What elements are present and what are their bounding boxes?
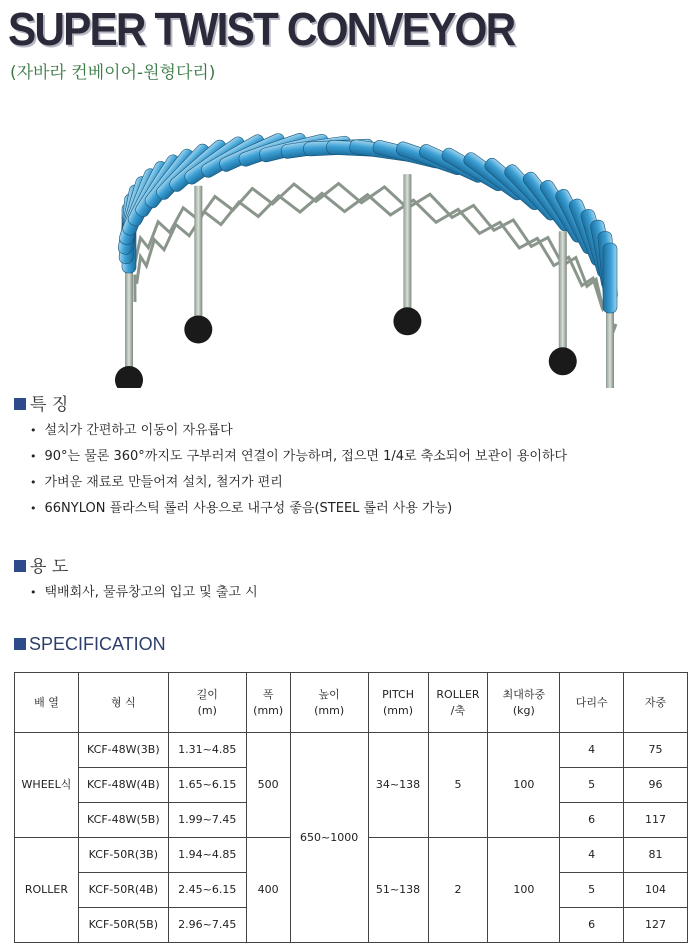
feature-item: • 설치가 간편하고 이동이 자유롭다: [30, 418, 567, 444]
spec-weight-cell: 104: [624, 873, 688, 908]
usage-heading: 용 도: [14, 552, 68, 577]
spec-weight-cell: 75: [624, 733, 688, 768]
spec-column-header: 형 식: [78, 673, 168, 733]
spec-legs-cell: 6: [560, 908, 624, 943]
spec-length-cell: 1.94~4.85: [168, 838, 246, 873]
spec-legs-cell: 4: [560, 838, 624, 873]
spec-length-cell: 2.45~6.15: [168, 873, 246, 908]
spec-table: [14, 672, 688, 943]
spec-column-header: 배 열: [15, 673, 79, 733]
spec-pitch-cell: 34~138: [368, 733, 428, 838]
table-row: [15, 733, 688, 768]
square-bullet-icon: [14, 560, 26, 572]
feature-item: • 66NYLON 플라스틱 롤러 사용으로 내구성 좋음(STEEL 롤러 사용 가능): [30, 496, 567, 522]
square-bullet-icon: [14, 638, 26, 650]
spec-type-cell: ROLLER: [15, 838, 79, 943]
spec-weight-cell: 96: [624, 768, 688, 803]
spec-width-cell: 500: [246, 733, 290, 838]
spec-model-cell: KCF-48W(5B): [78, 803, 168, 838]
spec-column-header: ROLLER /축: [428, 673, 488, 733]
square-bullet-icon: [14, 398, 26, 410]
usage-list: [30, 580, 258, 606]
spec-heading: SPECIFICATION: [14, 634, 166, 655]
spec-column-header: 다리수: [560, 673, 624, 733]
usage-item: • 택배회사, 물류창고의 입고 및 출고 시: [30, 580, 258, 606]
spec-model-cell: KCF-50R(3B): [78, 838, 168, 873]
feature-item: • 가벼운 재료로 만들어져 설치, 철거가 편리: [30, 470, 567, 496]
spec-roller-cell: 2: [428, 838, 488, 943]
spec-legs-cell: 5: [560, 873, 624, 908]
spec-model-cell: KCF-48W(4B): [78, 768, 168, 803]
spec-legs-cell: 4: [560, 733, 624, 768]
features-list: [30, 418, 567, 522]
features-heading: 특 징: [14, 390, 68, 415]
spec-legs-cell: 5: [560, 768, 624, 803]
spec-roller-cell: 5: [428, 733, 488, 838]
spec-column-header: 자중: [624, 673, 688, 733]
feature-item: • 90°는 물론 360°까지도 구부러져 연결이 가능하며, 접으면 1/4로 축소되어 보관이 용이하다: [30, 444, 567, 470]
spec-height-cell: 650~1000: [290, 733, 368, 943]
spec-length-cell: 1.99~7.45: [168, 803, 246, 838]
spec-load-cell: 100: [488, 733, 560, 838]
spec-length-cell: 1.65~6.15: [168, 768, 246, 803]
spec-model-cell: KCF-50R(4B): [78, 873, 168, 908]
conveyor-photo: [10, 88, 690, 388]
spec-type-cell: WHEEL식: [15, 733, 79, 838]
spec-column-header: 최대하중 (kg): [488, 673, 560, 733]
spec-model-cell: KCF-48W(3B): [78, 733, 168, 768]
page-subtitle: (자바라 컨베이어-원형다리): [10, 63, 216, 83]
spec-column-header: PITCH (mm): [368, 673, 428, 733]
spec-weight-cell: 127: [624, 908, 688, 943]
spec-column-header: 길이 (m): [168, 673, 246, 733]
spec-load-cell: 100: [488, 838, 560, 943]
spec-width-cell: 400: [246, 838, 290, 943]
spec-legs-cell: 6: [560, 803, 624, 838]
spec-weight-cell: 81: [624, 838, 688, 873]
spec-weight-cell: 117: [624, 803, 688, 838]
spec-column-header: 높이 (mm): [290, 673, 368, 733]
page-title: SUPER TWIST CONVEYOR: [8, 3, 515, 55]
spec-length-cell: 2.96~7.45: [168, 908, 246, 943]
spec-model-cell: KCF-50R(5B): [78, 908, 168, 943]
spec-length-cell: 1.31~4.85: [168, 733, 246, 768]
spec-pitch-cell: 51~138: [368, 838, 428, 943]
spec-column-header: 폭 (mm): [246, 673, 290, 733]
